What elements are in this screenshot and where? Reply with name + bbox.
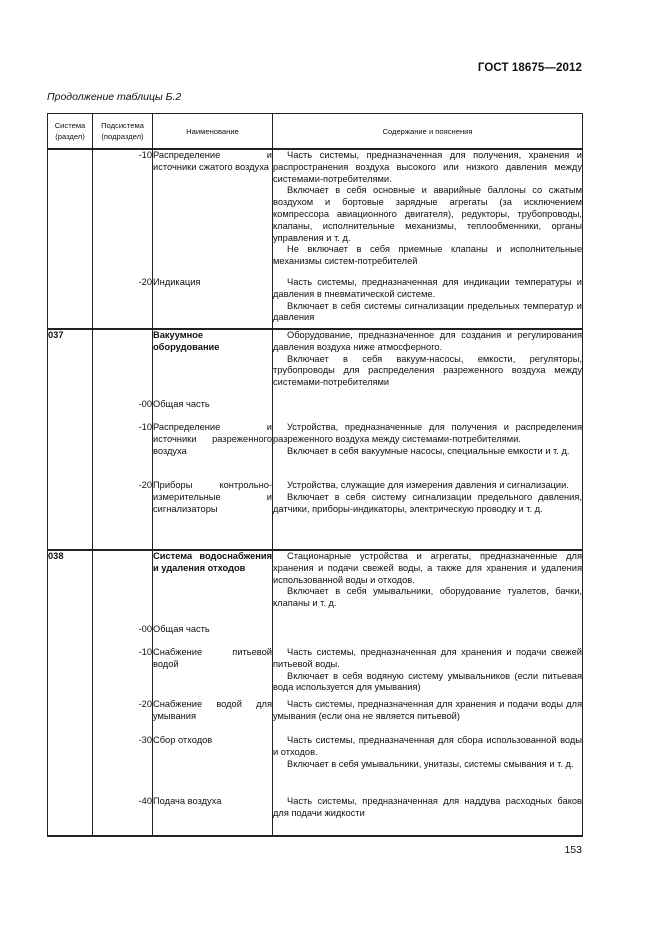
name-cell (153, 422, 273, 480)
name-cell (153, 329, 273, 399)
name-cell (153, 735, 273, 796)
description-cell (273, 422, 583, 480)
description-paragraph: Часть системы, предназначенная для получения, хранения и распространения воздуха высокого или низкого давления между системами-потребителями. (273, 150, 582, 184)
description-paragraph: Включает в себя вакуумные насосы, специальные емкости и т. д. (287, 445, 570, 456)
item-name: Распределение и источники разреженного воздуха (153, 422, 272, 456)
description-cell (273, 399, 583, 422)
item-name: Приборы контрольно-измерительные и сигнализаторы (153, 480, 272, 514)
table-row (48, 277, 583, 329)
system-code-cell (48, 149, 93, 277)
description-cell (273, 796, 583, 836)
name-cell (153, 624, 273, 647)
subsystem-code-cell: -20 (93, 480, 153, 550)
system-code-cell (48, 480, 93, 550)
description-paragraph: Включает в себя умывальники, унитазы, системы смывания и т. д. (287, 758, 574, 769)
description-paragraph: Часть системы, предназначенная для хранения и подачи свежей питьевой воды. (273, 647, 582, 669)
document-code: ГОСТ 18675—2012 (477, 62, 582, 74)
system-code-cell (48, 422, 93, 480)
item-name: Общая часть (153, 399, 210, 409)
subsystem-code-cell: -10 (93, 422, 153, 480)
table-row (48, 647, 583, 699)
description-paragraph: Часть системы, предназначенная для наддува расходных баков для подачи жидкости (273, 796, 582, 818)
description-cell (273, 624, 583, 647)
name-cell (153, 796, 273, 836)
description-cell (273, 149, 583, 277)
name-cell (153, 277, 273, 329)
description-paragraph: Не включает в себя приемные клапаны и исполнительные механизмы систем-потребителей (273, 244, 582, 267)
table-header-row (48, 114, 583, 150)
description-paragraph: Устройства, служащие для измерения давления и сигнализации. (287, 480, 569, 490)
name-cell (153, 149, 273, 277)
item-name: Общая часть (153, 624, 210, 634)
item-name: Вакуумное оборудование (153, 330, 220, 352)
subsystem-code-cell: -20 (93, 277, 153, 329)
table-row (48, 422, 583, 480)
item-name: Распределение и источники сжатого воздуха (153, 150, 272, 172)
subsystem-code-cell: -10 (93, 149, 153, 277)
system-code-cell (48, 735, 93, 796)
name-cell (153, 550, 273, 624)
system-code-cell (48, 624, 93, 647)
item-name: Снабжение водой для умывания (153, 699, 272, 721)
table-row (48, 624, 583, 647)
item-name: Подача воздуха (153, 796, 222, 806)
description-cell (273, 647, 583, 699)
system-code-cell (48, 399, 93, 422)
header-name: Наименование (153, 114, 273, 150)
subsystem-code-cell: -00 (93, 624, 153, 647)
table-row (48, 399, 583, 422)
description-paragraph: Часть системы, предназначенная для сбора использованной воды и отходов. (273, 735, 582, 757)
table-row (48, 550, 583, 624)
description-cell (273, 699, 583, 735)
system-code-cell: 038 (48, 550, 93, 624)
system-code-cell (48, 647, 93, 699)
system-code-cell (48, 796, 93, 836)
table-row (48, 149, 583, 277)
item-name: Сбор отходов (153, 735, 213, 745)
description-cell (273, 550, 583, 624)
system-code-cell (48, 699, 93, 735)
page-number: 153 (564, 844, 582, 856)
subsystem-code-cell: -30 (93, 735, 153, 796)
system-code-cell (48, 277, 93, 329)
header-subsystem: Подсистема (подраздел) (93, 114, 153, 150)
description-paragraph: Устройства, предназначенные для получения и распределения разреженного воздуха между системами-потребителями. (273, 422, 582, 444)
table-row (48, 796, 583, 836)
name-cell (153, 480, 273, 550)
table-row (48, 699, 583, 735)
table-caption: Продолжение таблицы Б.2 (47, 91, 182, 103)
description-paragraph: Включает в себя системы сигнализации предельных температур и давления (273, 300, 582, 323)
description-paragraph: Включает в себя систему сигнализации предельного давления, датчики, приборы-индикаторы, электрическую проводку и т. д. (273, 491, 582, 514)
name-cell (153, 647, 273, 699)
description-paragraph: Включает в себя умывальники, оборудование туалетов, бачки, клапаны и т. д. (273, 586, 582, 609)
description-paragraph: Оборудование, предназначенное для создания и регулирования давления воздуха ниже атмосферного. (273, 330, 582, 352)
description-cell (273, 277, 583, 329)
table-row (48, 735, 583, 796)
item-name: Снабжение питьевой водой (153, 647, 272, 669)
system-code-cell: 037 (48, 329, 93, 399)
description-cell (273, 735, 583, 796)
description-paragraph: Включает в себя водяную систему умывальников (если питьевая вода используется для умывания) (273, 670, 582, 693)
header-description: Содержание и пояснения (273, 114, 583, 150)
subsystem-code-cell: -40 (93, 796, 153, 836)
description-cell (273, 480, 583, 550)
name-cell (153, 399, 273, 422)
header-system: Система (раздел) (48, 114, 93, 150)
description-paragraph: Включает в себя вакуум-насосы, емкости, регуляторы, трубопроводы для распределения разреженного воздуха между системами-потребителями (273, 353, 582, 388)
subsystem-code-cell (93, 550, 153, 624)
subsystem-code-cell (93, 329, 153, 399)
item-name: Индикация (153, 277, 201, 287)
subsystem-code-cell: -10 (93, 647, 153, 699)
description-cell (273, 329, 583, 399)
subsystem-code-cell: -00 (93, 399, 153, 422)
description-paragraph: Стационарные устройства и агрегаты, предназначенные для хранения и подачи свежей воды, а также для хранения и удаления использованной воды и отходов. (273, 551, 582, 585)
subsystem-code-cell: -20 (93, 699, 153, 735)
item-name: Система водоснабжения и удаления отходов (153, 551, 272, 573)
table-row (48, 480, 583, 550)
description-paragraph: Часть системы, предназначенная для индикации температуры и давления в пневматической системе. (273, 277, 582, 299)
description-paragraph: Включает в себя основные и аварийные баллоны со сжатым воздухом и бортовые зарядные агрегаты (за исключением компрессора авиационного двигателя), редукторы, трубопроводы, клапаны, исполнительные механизмы, теплообменники, органы управления и т. д. (273, 185, 582, 243)
table-row (48, 329, 583, 399)
name-cell (153, 699, 273, 735)
classification-table (47, 113, 583, 837)
description-paragraph: Часть системы, предназначенная для хранения и подачи воды для умывания (если она не является питьевой) (273, 699, 582, 721)
